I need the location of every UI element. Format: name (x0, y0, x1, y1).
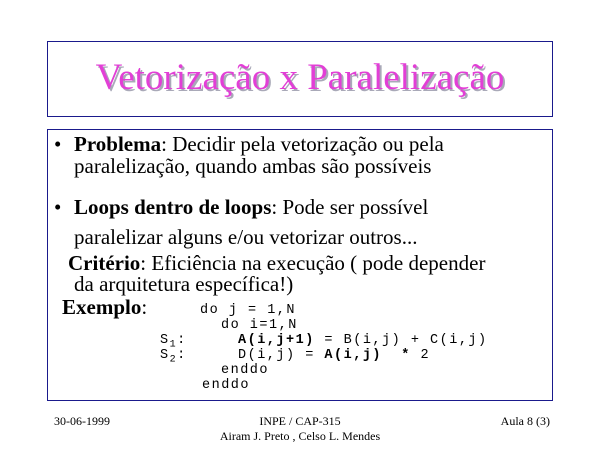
criterio-line-2: da arquitetura específica!) (74, 272, 294, 296)
code-line-5: enddo (221, 363, 270, 378)
s1-subscript: 1 (169, 339, 178, 351)
s1-colon: : (177, 333, 187, 348)
criterio-bold: Critério (68, 251, 141, 275)
code-line-4-bold: A(i,j) (324, 348, 383, 363)
bullet-1-marker: • (54, 132, 62, 156)
criterio-text: : Eficiência na execução ( pode depender (140, 251, 486, 275)
bullet-1-line-2: paralelização, quando ambas são possíveis (74, 154, 432, 178)
exemplo-label (62, 296, 147, 319)
code-line-4-star: * (382, 348, 421, 363)
bullet-2-text: : Pode ser possível (271, 195, 429, 219)
code-line-6: enddo (202, 378, 251, 393)
bullet-1-bold: Problema (74, 132, 162, 156)
slide-title: Vetorização x Paralelização (95, 57, 505, 98)
s2-subscript: 2 (169, 354, 178, 366)
code-line-1: do j = 1,N (200, 303, 297, 318)
s1-letter: S (160, 333, 170, 348)
footer-page-number: Aula 8 (3) (500, 414, 550, 428)
code-line-4 (238, 348, 430, 363)
s2-colon: : (177, 348, 187, 363)
bullet-2-line-2: paralelizar alguns e/ou vetorizar outros... (74, 225, 418, 249)
bullet-2-marker: • (54, 195, 62, 219)
footer-date: 30-06-1999 (54, 414, 110, 428)
code-line-3-bold: A(i,j+1) (238, 333, 315, 348)
bullet-2-bold: Loops dentro de loops (74, 195, 272, 219)
code-line-3 (238, 333, 488, 348)
title-box (47, 41, 553, 117)
bullet-1-text: : Decidir pela vetorização ou pela (161, 132, 444, 156)
exemplo-colon: : (141, 295, 148, 319)
code-line-4-end: 2 (420, 348, 431, 363)
bullet-1-line-1 (74, 133, 444, 156)
code-line-3-rest: = B(i,j) + C(i,j) (314, 333, 488, 348)
footer-org: INPE / CAP-315 (259, 414, 341, 428)
bullet-2-line-1 (74, 196, 428, 219)
footer-authors: Airam J. Preto , Celso L. Mendes (219, 429, 381, 443)
code-label-s2 (160, 348, 187, 366)
code-label-s1 (160, 333, 187, 351)
code-line-4-a: D(i,j) = (238, 348, 325, 363)
code-line-2: do i=1,N (221, 318, 298, 333)
exemplo-bold: Exemplo (62, 295, 142, 319)
s2-letter: S (160, 348, 170, 363)
